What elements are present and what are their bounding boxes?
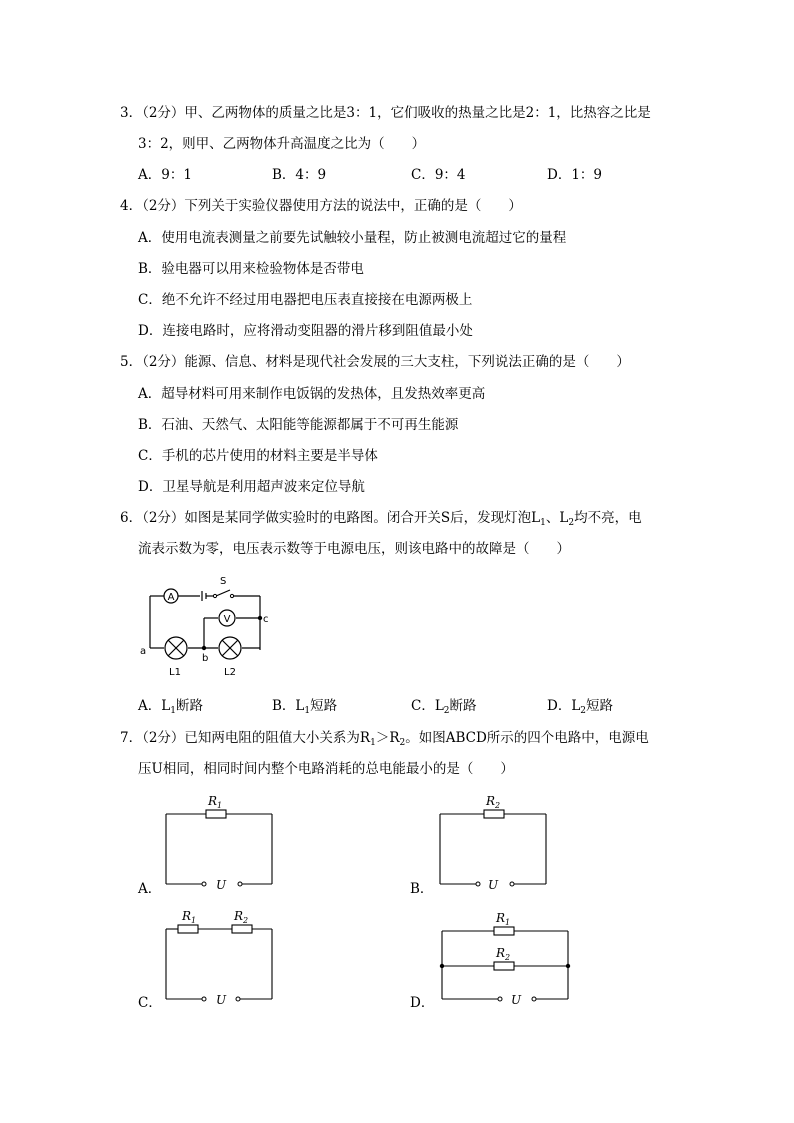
q6-option-a: A．$L_1$断路 <box>138 698 203 716</box>
q5-stem: 5．（2分）能源、信息、材料是现代社会发展的三大支柱，下列说法正确的是（ ） <box>120 354 630 370</box>
resistor-label: $R_1$ <box>208 794 223 810</box>
switch-label: S <box>220 576 227 587</box>
resistor-r2 <box>484 810 504 818</box>
resistor-r1 <box>178 925 198 933</box>
q3-option-b: B．4：9 <box>272 167 327 183</box>
q3-option-d: D．1：9 <box>547 167 603 183</box>
q7-figure-b-label: B． <box>410 881 434 897</box>
junction-c-dot <box>258 616 262 620</box>
switch-contact-left <box>213 594 216 597</box>
terminal-right <box>238 882 242 886</box>
q7-figure-c-label: C． <box>138 995 162 1011</box>
q7-figure-d-label: D． <box>410 995 435 1011</box>
q5-option-a: A．超导材料可用来制作电饭锅的发热体，且发热效率更高 <box>138 386 486 402</box>
q5-option-c: C．手机的芯片使用的材料主要是半导体 <box>138 448 378 464</box>
voltage-label: U <box>216 993 227 1005</box>
resistor-r1-label: $R_1$ <box>182 909 197 925</box>
q3-option-a: A．9：1 <box>138 167 192 183</box>
q5-option-d: D．卫星导航是利用超声波来定位导航 <box>138 479 365 495</box>
lamp-l1-symbol <box>165 637 187 659</box>
switch-contact-right <box>230 594 233 597</box>
q6-option-c: C．$L_2$断路 <box>411 698 477 716</box>
q6-option-b: B．$L_1$短路 <box>272 698 338 716</box>
resistor-label: $R_2$ <box>486 794 501 810</box>
terminal-left <box>202 997 206 1001</box>
q6-stem-line1: 6．（2分）如图是某同学做实验时的电路图。闭合开关S后，发现灯泡$L_1$、$L_2$均不亮，电 <box>120 510 642 528</box>
q6-stem-line2: 流表示数为零，电压表示数等于电源电压，则该电路中的故障是（ ） <box>138 541 570 557</box>
q7-figure-c-circuit <box>160 905 280 1005</box>
lamp-l1-label: L1 <box>169 667 181 678</box>
q4-stem: 4．（2分）下列关于实验仪器使用方法的说法中，正确的是（ ） <box>120 198 522 214</box>
q4-option-c: C．绝不允许不经过用电器把电压表直接接在电源两极上 <box>138 292 473 308</box>
lamp-l2-label: L2 <box>224 667 236 678</box>
junction-left-dot <box>440 964 444 968</box>
terminal-right <box>532 997 536 1001</box>
q7-stem-line1: 7．（2分）已知两电阻的阻值大小关系为$R_1>R_2$。如图ABCD所示的四个电路中，电源电 <box>120 730 649 748</box>
voltage-label: U <box>216 878 227 890</box>
point-a-label: a <box>140 646 147 657</box>
ammeter-label: A <box>167 592 175 603</box>
voltage-label: U <box>488 878 499 890</box>
junction-right-dot <box>566 964 570 968</box>
q4-option-a: A．使用电流表测量之前要先试触较小量程，防止被测电流超过它的量程 <box>138 230 567 246</box>
point-c-label: c <box>263 614 269 625</box>
resistor-r2-label: $R_2$ <box>234 909 249 925</box>
q7-figure-a-label: A． <box>138 881 162 897</box>
voltage-label: U <box>511 993 522 1005</box>
point-b-label: b <box>202 653 209 664</box>
q6-circuit-diagram <box>136 572 276 682</box>
resistor-r2 <box>494 962 514 970</box>
terminal-left <box>202 882 206 886</box>
resistor-r1 <box>494 927 514 935</box>
resistor-r2-label: $R_2$ <box>496 946 511 962</box>
junction-b-dot <box>202 646 206 650</box>
resistor-r2 <box>232 925 252 933</box>
q7-figure-d-circuit <box>434 905 574 1005</box>
q3-stem-line1: 3．（2分）甲、乙两物体的质量之比是3：1，它们吸收的热量之比是2：1，比热容之比是 <box>120 105 651 121</box>
q6-option-d: D．$L_2$短路 <box>547 698 614 716</box>
terminal-left <box>498 997 502 1001</box>
q3-stem-line2: 3：2，则甲、乙两物体升高温度之比为（ ） <box>138 136 426 152</box>
q7-figure-b-circuit <box>434 790 554 890</box>
lamp-l2-symbol <box>219 637 241 659</box>
terminal-left <box>476 882 480 886</box>
terminal-right <box>236 997 240 1001</box>
voltmeter-label: V <box>223 614 231 625</box>
resistor-r1 <box>206 810 226 818</box>
q5-option-b: B．石油、天然气、太阳能等能源都属于不可再生能源 <box>138 417 459 433</box>
q7-figure-a-circuit <box>160 790 280 890</box>
q3-option-c: C．9：4 <box>411 167 466 183</box>
resistor-r1-label: $R_1$ <box>496 911 511 927</box>
q7-stem-line2: 压U相同，相同时间内整个电路消耗的总电能最小的是（ ） <box>138 761 514 777</box>
q4-option-d: D．连接电路时，应将滑动变阻器的滑片移到阻值最小处 <box>138 323 473 339</box>
terminal-right <box>510 882 514 886</box>
q4-option-b: B．验电器可以用来检验物体是否带电 <box>138 261 364 277</box>
